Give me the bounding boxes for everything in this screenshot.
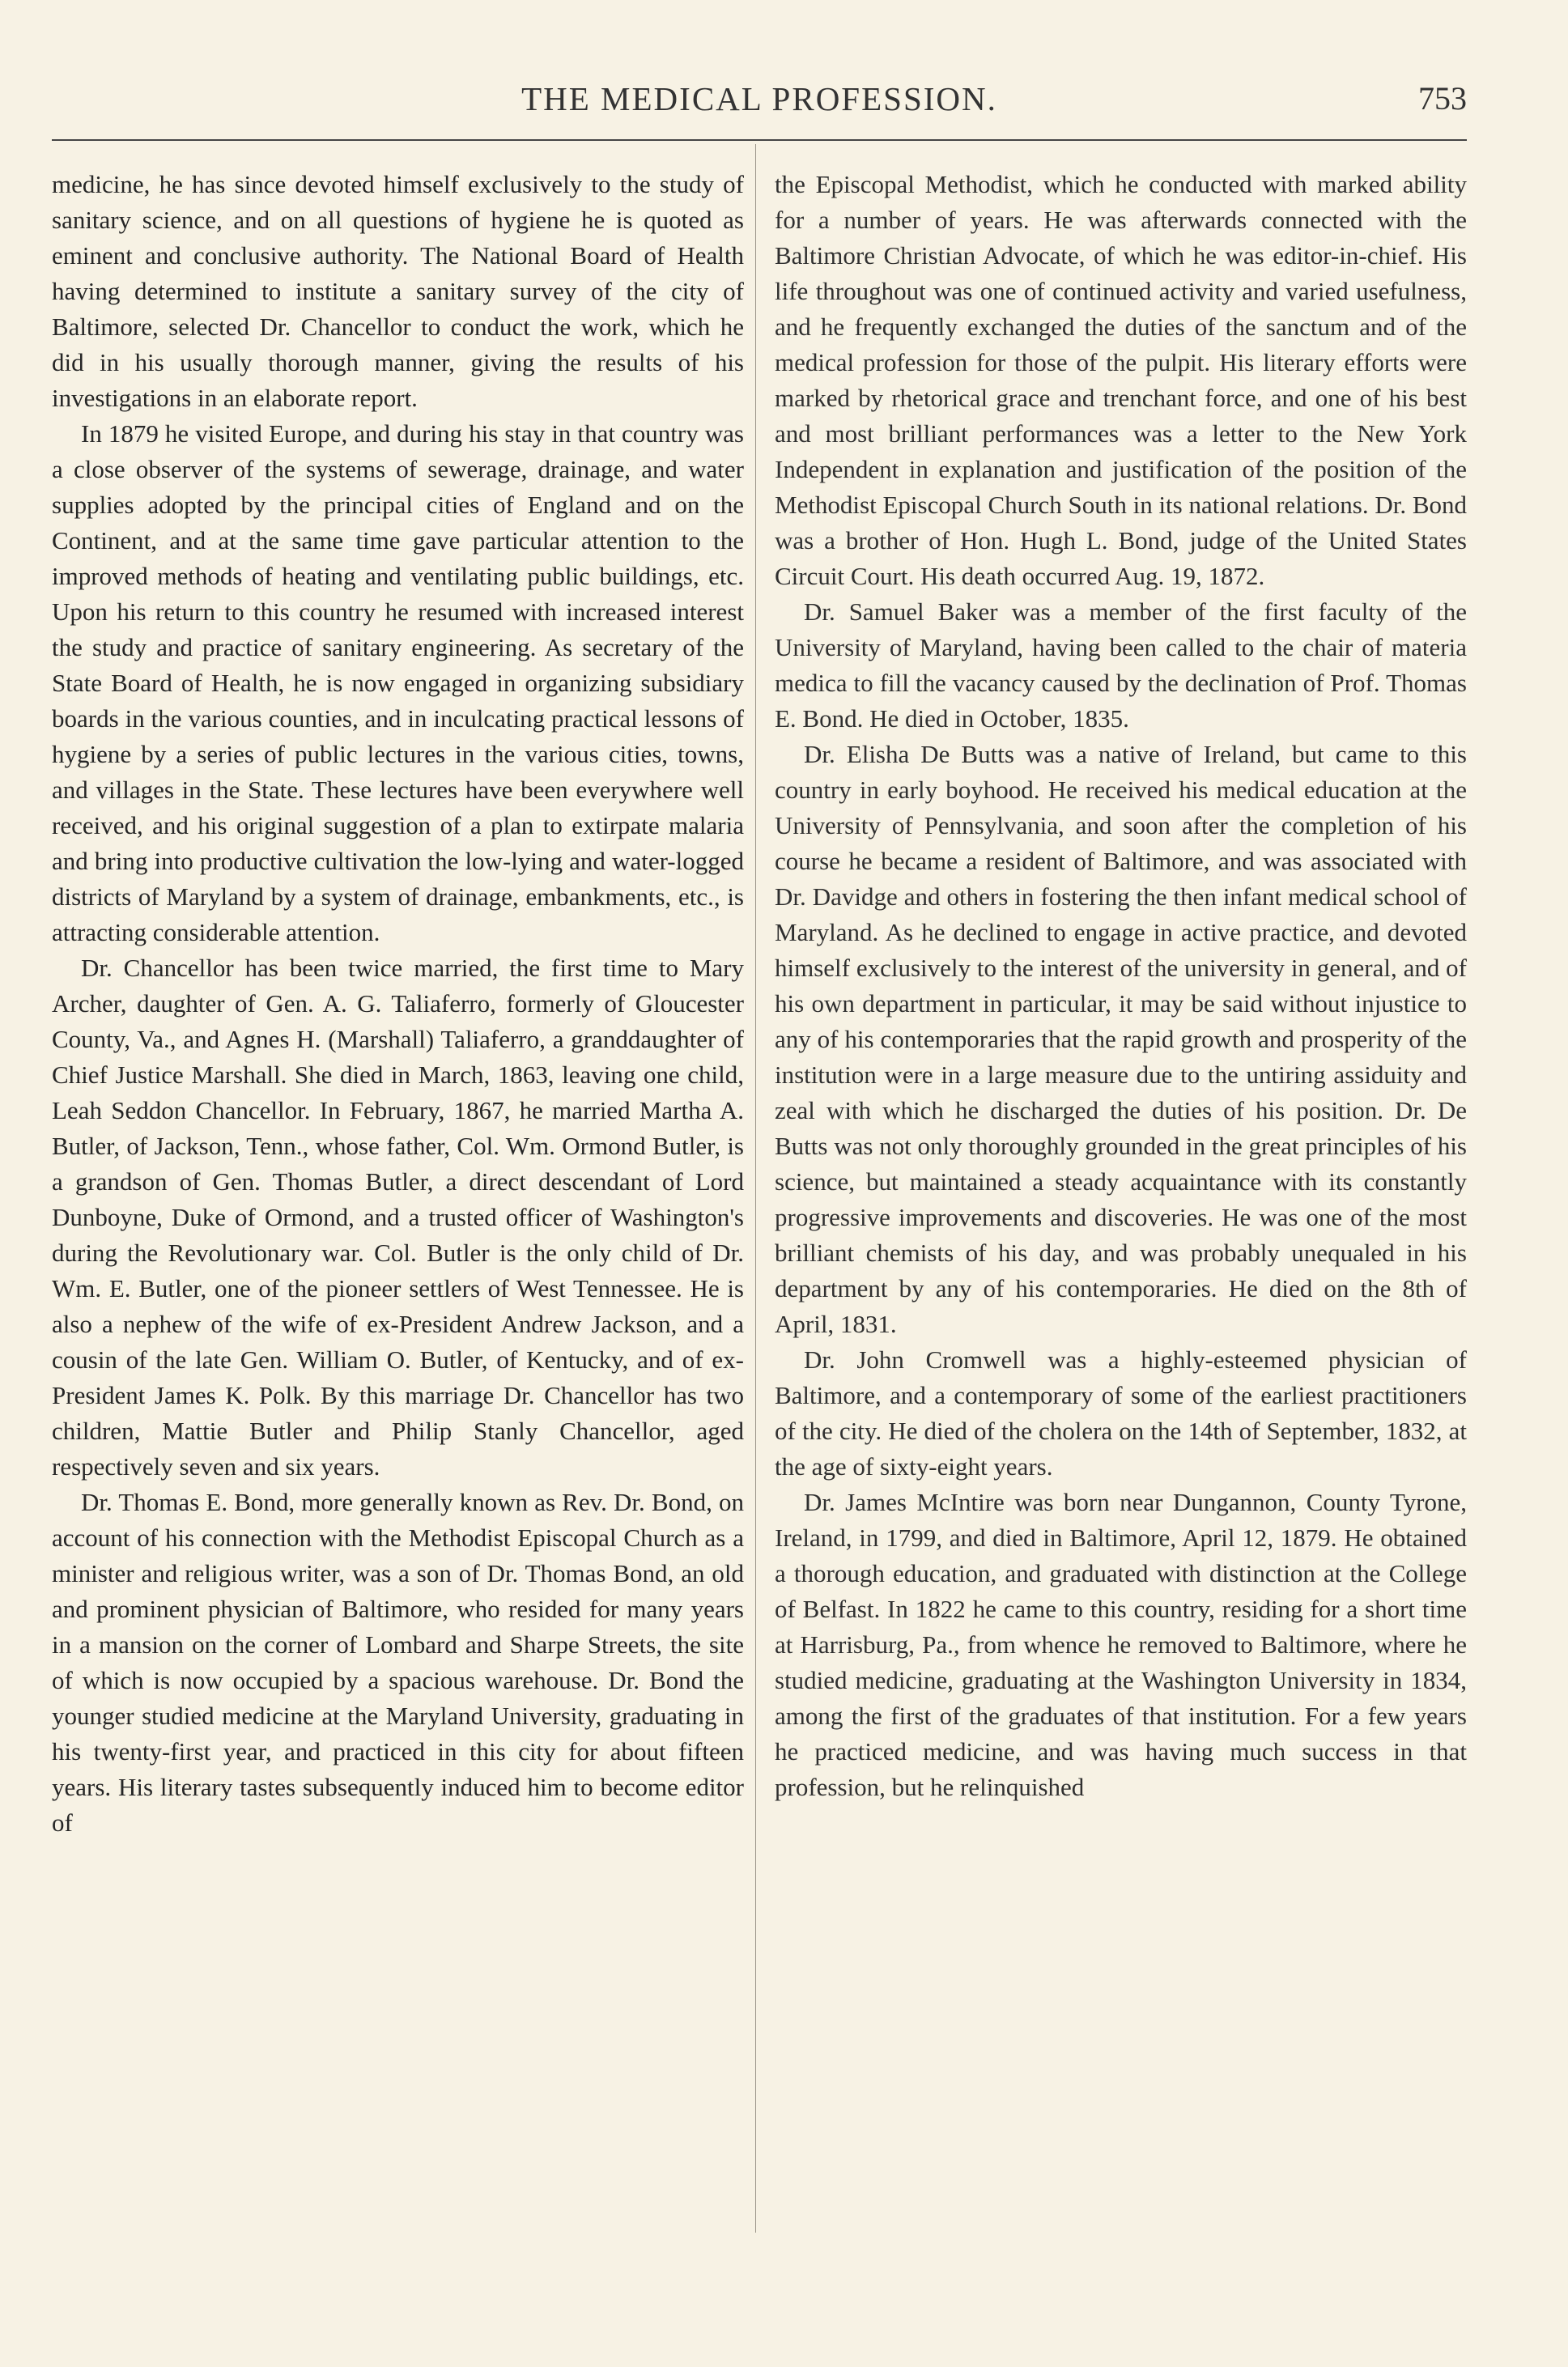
running-title: THE MEDICAL PROFESSION. — [521, 80, 997, 117]
paragraph: Dr. John Cromwell was a highly-esteemed physician of Baltimore, and a contemporary of some of the earliest practitioners of the city. He died of the cholera on the 14th of September, 1832, at the age of sixty-eight years. — [775, 1345, 1467, 1481]
paragraph: the Episcopal Methodist, which he conducted with marked ability for a number of years. He was afterwards connected with the Baltimore Christian Advocate, of which he was editor-in-chief. His life throughout was one of continued activity and varied usefulness, and he frequently exchanged the duties of the sanctum and of the medical profession for those of the pulpit. His literary efforts were marked by rhetorical grace and trenchant force, and one of his best and most brilliant performances was a letter to the New York Independent in explanation and justification of the position of the Methodist Episcopal Church South in its national relations. Dr. Bond was a brother of Hon. Hugh L. Bond, judge of the United States Circuit Court. His death occurred Aug. 19, 1872. — [775, 170, 1468, 590]
paragraph: In 1879 he visited Europe, and during his stay in that country was a close observer of the systems of sewerage, drainage, and water supplies adopted by the principal cities of England and on the Continent, and at the same time gave particular attention to the improved methods of heating and ventilating public buildings, etc. Upon his return to this country he resumed with increased interest the study and practice of sanitary engineering. As secretary of the State Board of Health, he is now engaged in organizing subsidiary boards in the various counties, and in inculcating practical lessons of hygiene by a series of public lectures in the various cities, towns, and villages in the State. These lectures have been everywhere well received, and his original suggestion of a plan to extirpate malaria and bring into productive cultivation the low-lying and water-logged districts of Maryland by a system of drainage, embankments, etc., is attracting considerable attention. — [52, 419, 744, 946]
paragraph: Dr. Thomas E. Bond, more generally known as Rev. Dr. Bond, on account of his connection with the Methodist Episcopal Church as a minister and religious writer, was a son of Dr. Thomas Bond, an old and prominent physician of Baltimore, who resided for many years in a mansion on the corner of Lombard and Sharpe Streets, the site of which is now occupied by a spacious warehouse. Dr. Bond the younger studied medicine at the Maryland University, graduating in his twenty-first year, and practiced in this city for about fifteen years. His literary tastes subsequently induced him to become editor of — [52, 1488, 744, 1837]
header-rule — [52, 139, 1467, 141]
page-number: 753 — [1418, 80, 1467, 117]
right-column — [775, 167, 1467, 1805]
left-column — [52, 167, 744, 1841]
paragraph: Dr. Samuel Baker was a member of the first faculty of the University of Maryland, having been called to the chair of materia medica to fill the vacancy caused by the declination of Prof. Thomas E. Bond. He died in October, 1835. — [775, 597, 1467, 733]
column-divider — [755, 144, 756, 2233]
paragraph: Dr. James McIntire was born near Dungannon, County Tyrone, Ireland, in 1799, and died in Baltimore, April 12, 1879. He obtained a thorough education, and graduated with distinction at the College of Belfast. In 1822 he came to this country, residing for a short time at Harrisburg, Pa., from whence he removed to Baltimore, where he studied medicine, graduating at the Washington University in 1834, among the first of the graduates of that institution. For a few years he practiced medicine, and was having much success in that profession, but he relinquished — [775, 1488, 1467, 1801]
paragraph: Dr. Elisha De Butts was a native of Ireland, but came to this country in early boyhood. He received his medical education at the University of Pennsylvania, and soon after the completion of his course he became a resident of Baltimore, and was associated with Dr. Davidge and others in fostering the then infant medical school of Maryland. As he declined to engage in active practice, and devoted himself exclusively to the interest of the university in general, and of his own department in particular, it may be said without injustice to any of his contemporaries that the rapid growth and prosperity of the institution were in a large measure due to the untiring assiduity and zeal with which he discharged the duties of his position. Dr. De Butts was not only thoroughly grounded in the great principles of his science, but maintained a steady acquaintance with its constantly progressive improvements and discoveries. He was one of the most brilliant chemists of his day, and was probably unequaled in his department by any of his contemporaries. He died on the 8th of April, 1831. — [775, 740, 1467, 1338]
paragraph: medicine, he has since devoted himself exclusively to the study of sanitary science, and on all questions of hygiene he is quoted as eminent and conclusive authority. The National Board of Health having determined to institute a sanitary survey of the city of Baltimore, selected Dr. Chancellor to conduct the work, which he did in his usually thorough manner, giving the results of his investigations in an elaborate report. — [52, 170, 744, 412]
page-header — [52, 79, 1467, 131]
paragraph: Dr. Chancellor has been twice married, the first time to Mary Archer, daughter of Gen. A. G. Taliaferro, formerly of Gloucester County, Va., and Agnes H. (Marshall) Taliaferro, a granddaughter of Chief Justice Marshall. She died in March, 1863, leaving one child, Leah Seddon Chancellor. In February, 1867, he married Martha A. Butler, of Jackson, Tenn., whose father, Col. Wm. Ormond Butler, is a grandson of Gen. Thomas Butler, a direct descendant of Lord Dunboyne, Duke of Ormond, and a trusted officer of Washington's during the Revolutionary war. Col. Butler is the only child of Dr. Wm. E. Butler, one of the pioneer settlers of West Tennessee. He is also a nephew of the wife of ex-President Andrew Jackson, and a cousin of the late Gen. William O. Butler, of Kentucky, and of ex-President James K. Polk. By this marriage Dr. Chancellor has two children, Mattie Butler and Philip Stanly Chancellor, aged respectively seven and six years. — [52, 954, 744, 1481]
